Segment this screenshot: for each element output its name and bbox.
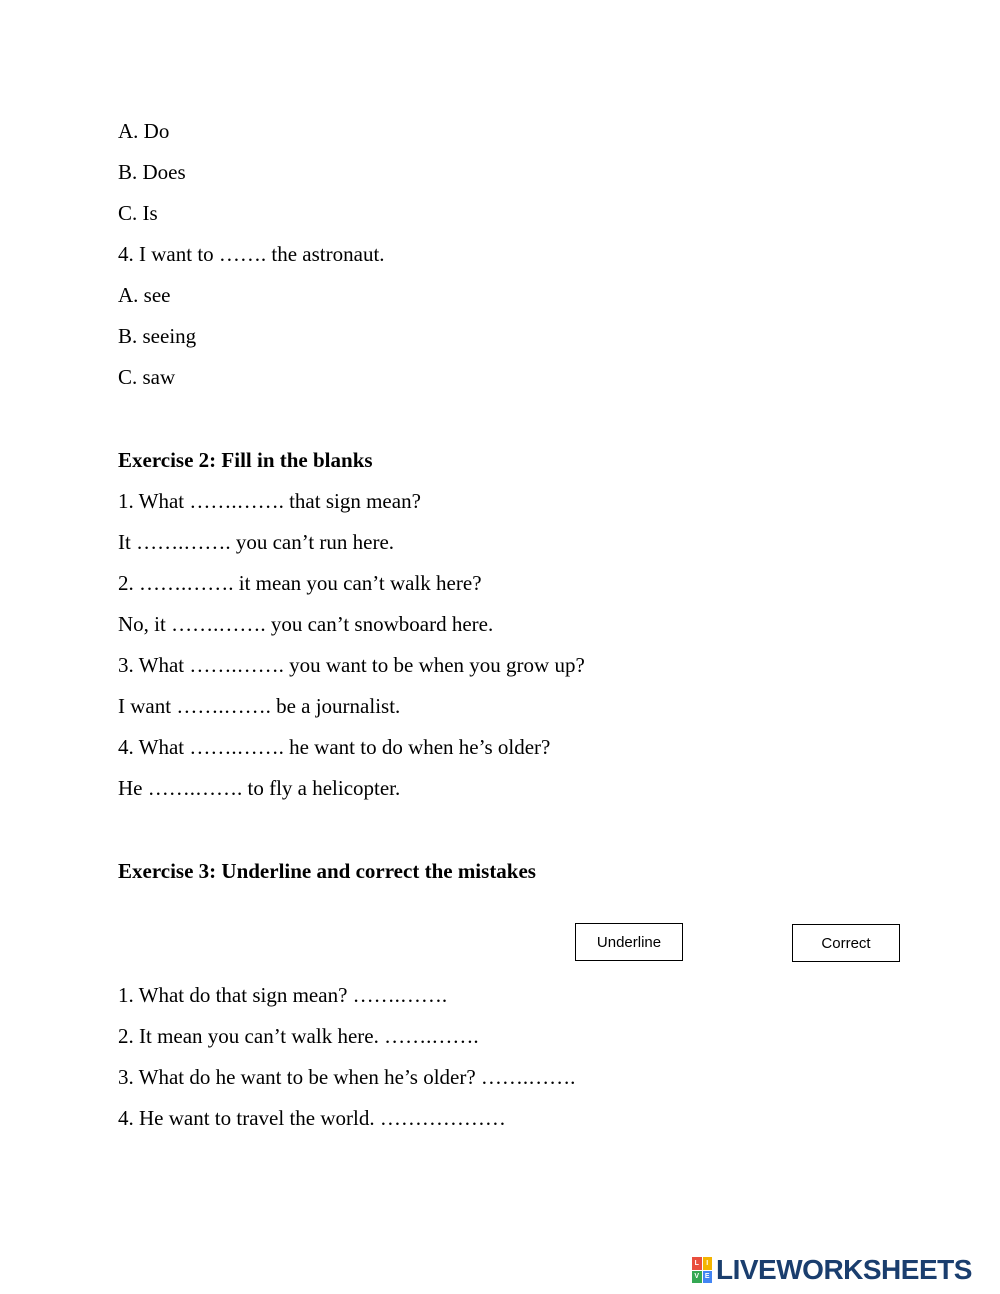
q4-option-b: B. seeing bbox=[118, 324, 197, 348]
logo-badge-letter: L bbox=[692, 1257, 702, 1270]
exercise2-line: No, it …….……. you can’t snowboard here. bbox=[118, 612, 494, 636]
logo-badge-letter: I bbox=[703, 1257, 713, 1270]
exercise2-heading: Exercise 2: Fill in the blanks bbox=[118, 448, 373, 472]
q3-option-a: A. Do bbox=[118, 119, 170, 143]
exercise3-line: 4. He want to travel the world. ……………… bbox=[118, 1106, 506, 1130]
logo-badge-letter: V bbox=[692, 1271, 702, 1284]
liveworksheets-logo bbox=[692, 1254, 972, 1286]
q4-option-c: C. saw bbox=[118, 365, 176, 389]
exercise2-line: 3. What …….……. you want to be when you grow up? bbox=[118, 653, 585, 677]
logo-text: LIVEWORKSHEETS bbox=[716, 1254, 972, 1285]
exercise3-line: 3. What do he want to be when he’s older? …….……. bbox=[118, 1065, 576, 1089]
exercise2-line: 2. …….……. it mean you can’t walk here? bbox=[118, 571, 482, 595]
correct-button[interactable]: Correct bbox=[792, 924, 900, 962]
underline-button[interactable]: Underline bbox=[575, 923, 683, 961]
exercise3-line: 2. It mean you can’t walk here. …….……. bbox=[118, 1024, 479, 1048]
q4-question: 4. I want to ……. the astronaut. bbox=[118, 242, 385, 266]
q3-option-b: B. Does bbox=[118, 160, 186, 184]
exercise2-line: 4. What …….……. he want to do when he’s older? bbox=[118, 735, 551, 759]
q4-option-a: A. see bbox=[118, 283, 171, 307]
exercise3-line: 1. What do that sign mean? …….……. bbox=[118, 983, 448, 1007]
exercise2-line: He …….……. to fly a helicopter. bbox=[118, 776, 401, 800]
exercise3-heading: Exercise 3: Underline and correct the mistakes bbox=[118, 859, 536, 883]
logo-badge-icon bbox=[692, 1257, 712, 1283]
q3-option-c: C. Is bbox=[118, 201, 158, 225]
logo-badge-letter: E bbox=[703, 1271, 713, 1284]
exercise2-line: 1. What …….……. that sign mean? bbox=[118, 489, 421, 513]
exercise2-line: I want …….……. be a journalist. bbox=[118, 694, 401, 718]
exercise2-line: It …….……. you can’t run here. bbox=[118, 530, 395, 554]
